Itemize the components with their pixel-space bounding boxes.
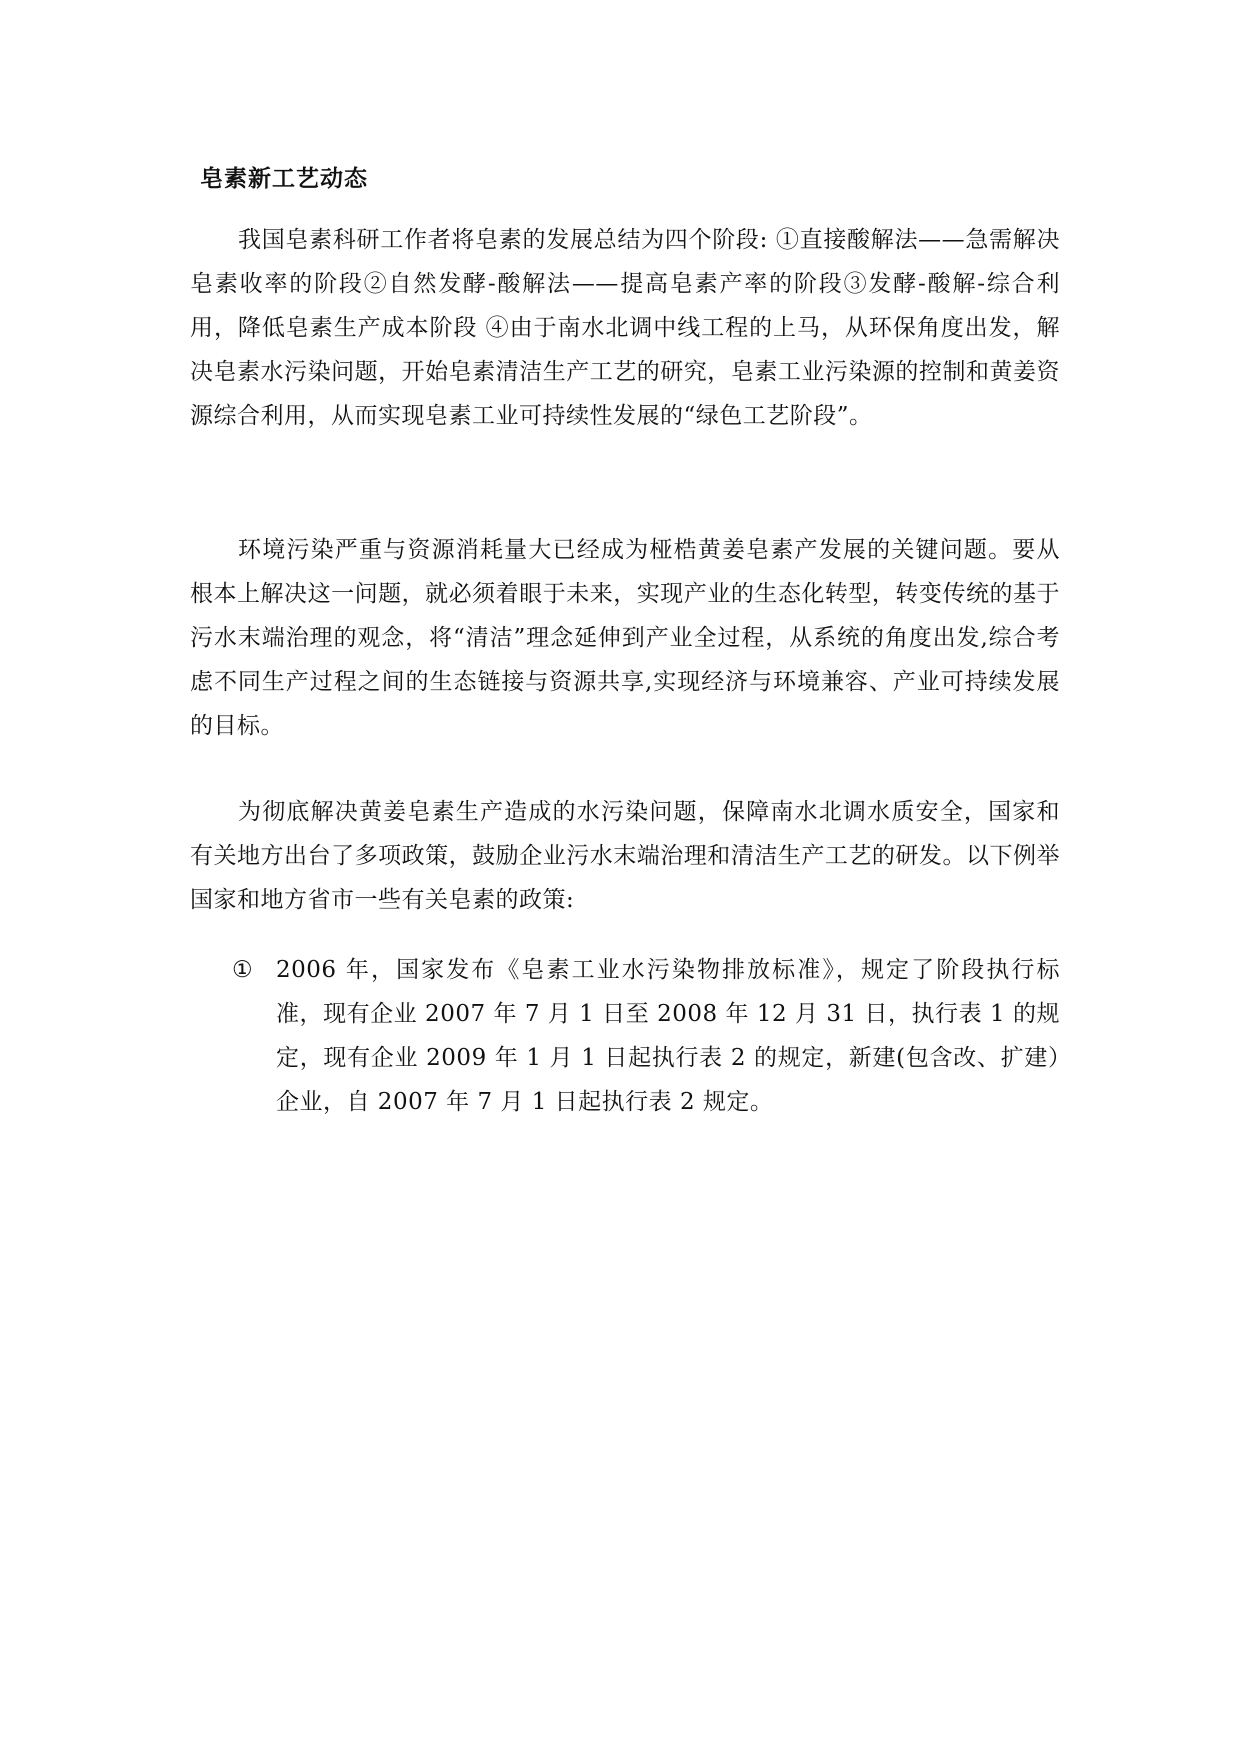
document-title: 皂素新工艺动态 <box>200 166 368 192</box>
paragraph-environment-issue: 环境污染严重与资源消耗量大已经成为桠梏黄姜皂素产发展的关键问题。要从根本上解决这一问题，就必须着眼于未来，实现产业的生态化转型，转变传统的基于污水末端治理的观念，将“清洁”理念延伸到产业全过程，从系统的角度出发,综合考虑不同生产过程之间的生态链接与资源共享,实现经济与环境兼容、产业可持续发展的目标。 <box>190 537 1060 739</box>
list-item <box>232 948 1060 1124</box>
list-item-text: 2006 年，国家发布《皂素工业水污染物排放标准》，规定了阶段执行标准，现有企业 2007 年 7 月 1 日至 2008 年 12 月 31 日，执行表 1 的规定，现有企业 2009 年 1 月 1 日起执行表 2 的规定，新建(包含改、扩建）企业，自 2007 年 7 月 1 日起执行表 2 规定。 <box>276 957 1060 1115</box>
policy-list <box>232 948 1060 1124</box>
paragraph-policies-intro: 为彻底解决黄姜皂素生产造成的水污染问题，保障南水北调水质安全，国家和有关地方出台了多项政策，鼓励企业污水末端治理和清洁生产工艺的研发。以下例举国家和地方省市一些有关皂素的政策: <box>190 799 1060 913</box>
paragraph-development-stages: 我国皂素科研工作者将皂素的发展总结为四个阶段: ①直接酸解法——急需解决皂素收率的阶段②自然发酵-酸解法——提高皂素产率的阶段③发酵-酸解-综合利用，降低皂素生产成本阶段 ④由于南水北调中线工程的上马，从环保角度出发，解决皂素水污染问题，开始皂素清洁生产工艺的研究，皂素工业污染源的控制和黄姜资源综合利用，从而实现皂素工业可持续性发展的“绿色工艺阶段”。 <box>190 227 1060 429</box>
list-marker: ① <box>232 957 254 983</box>
